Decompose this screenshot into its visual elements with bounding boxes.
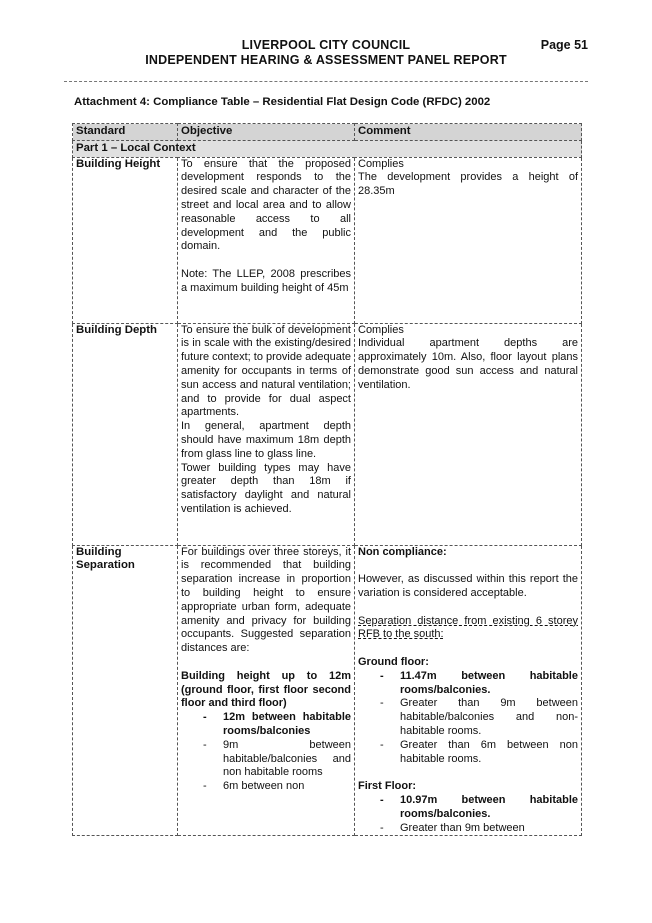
comment-status: Non compliance:: [358, 545, 447, 558]
column-header-standard: Standard: [73, 124, 178, 141]
standard-cell: Building Height: [73, 157, 178, 323]
list-item: - Greater than 9m between: [380, 821, 525, 834]
page-header: [0, 38, 652, 67]
list-item: - 10.97m between habitable rooms/balconies.: [380, 793, 578, 820]
header-divider: [64, 81, 588, 82]
objective-text: To ensure that the proposed development responds to the desired scale and character of the street and local area and to allow reasonable access to all development and the public domain.: [181, 157, 351, 253]
comment-status: Complies: [358, 157, 404, 170]
objective-cell: [178, 323, 355, 545]
list-item: - 11.47m between habitable rooms/balconies.: [380, 669, 578, 696]
table-header-row: [73, 124, 582, 141]
ground-floor-label: Ground floor:: [358, 655, 429, 668]
objective-cell: [178, 545, 355, 836]
objective-text: For buildings over three storeys, it is recommended that building separation increase in proportion to building height to ensure appropriate urban form, adequate amenity and privacy for building occupants. Suggested separation distances are:: [181, 545, 351, 655]
standard-cell: Building Separation: [73, 545, 178, 836]
list-item: - Greater than 6m between non habitable rooms.: [380, 738, 578, 765]
comment-cell: [355, 157, 582, 323]
table-row: [73, 323, 582, 545]
comment-cell: [355, 323, 582, 545]
attachment-title: Attachment 4: Compliance Table – Residential Flat Design Code (RFDC) 2002: [74, 96, 491, 108]
objective-cell: [178, 157, 355, 323]
list-item: - Greater than 9m between habitable/balconies and non-habitable rooms.: [380, 697, 578, 737]
table-row: [73, 157, 582, 323]
page-number: Page 51: [540, 38, 588, 52]
compliance-table: [72, 123, 582, 836]
part-row: [73, 140, 582, 157]
objective-text: In general, apartment depth should have maximum 18m depth from glass line to glass line.: [181, 420, 351, 460]
council-name: LIVERPOOL CITY COUNCIL: [241, 38, 411, 52]
separation-label: Separation distance from existing 6 storey RFB to the south:: [358, 614, 578, 641]
comment-cell: [355, 545, 582, 836]
objective-note: Note: The LLEP, 2008 prescribes a maximum building height of 45m: [181, 267, 351, 294]
list-item: - 9m between habitable/balconies and non habitable rooms: [203, 738, 351, 779]
column-header-comment: Comment: [355, 124, 582, 141]
ground-floor-list: [358, 670, 578, 767]
first-floor-list: [358, 794, 578, 835]
standard-cell: Building Depth: [73, 323, 178, 545]
table-row: [73, 545, 582, 836]
report-title: INDEPENDENT HEARING & ASSESSMENT PANEL REPORT: [145, 53, 507, 67]
list-item: - 6m between non: [203, 780, 305, 793]
comment-text: The development provides a height of 28.35m: [358, 171, 578, 198]
list-item: - 12m between habitable rooms/balconies: [203, 711, 351, 737]
comment-text: Individual apartment depths are approximately 10m. Also, floor layout plans demonstrate good sun access and natural ventilation.: [358, 337, 578, 391]
objective-list: [181, 711, 351, 794]
comment-text: However, as discussed within this report the variation is considered acceptable.: [358, 573, 578, 599]
first-floor-label: First Floor:: [358, 780, 417, 793]
objective-subheading: Building height up to 12m (ground floor, first floor second floor and third floor): [181, 669, 351, 710]
objective-text: Tower building types may have greater depth than 18m if satisfactory daylight and natural ventilation is achieved.: [181, 461, 351, 515]
column-header-objective: Objective: [178, 124, 355, 141]
part-label: Part 1 – Local Context: [73, 140, 582, 157]
comment-status: Complies: [358, 323, 404, 336]
objective-text: To ensure the bulk of development is in scale with the existing/desired future context; to provide adequate amenity for occupants in terms of sun access and natural ventilation; and to provide for dual aspect apartments.: [181, 323, 352, 419]
